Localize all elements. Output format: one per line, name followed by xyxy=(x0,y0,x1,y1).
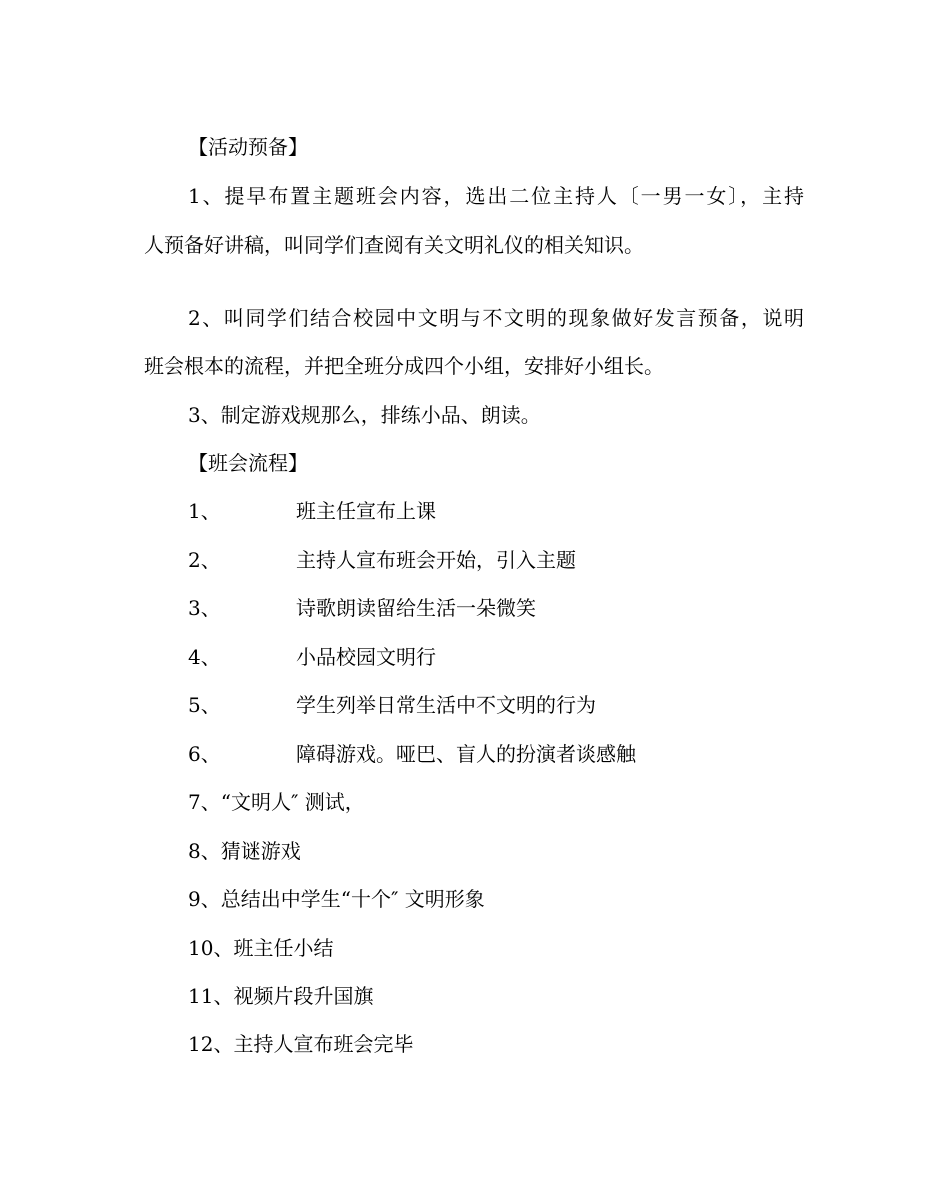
prep-item-3: 3、制定游戏规那么，排练小品、朗读。 xyxy=(188,403,541,427)
process-heading: 【班会流程】 xyxy=(188,451,308,475)
step-text: 小品校园文明行 xyxy=(296,645,436,669)
step-number: 2、 xyxy=(188,548,221,572)
step-text: 障碍游戏。哑巴、盲人的扮演者谈感触 xyxy=(296,742,636,766)
step-number: 4、 xyxy=(188,645,221,669)
step-number: 3、 xyxy=(188,596,221,620)
process-step: 11、视频片段升国旗 xyxy=(188,984,374,1008)
preparation-heading: 【活动预备】 xyxy=(188,135,308,159)
step-text: 班主任宣布上课 xyxy=(296,499,436,523)
prep-item-1-line-2: 人预备好讲稿，叫同学们查阅有关文明礼仪的相关知识。 xyxy=(144,233,644,257)
process-step: 12、主持人宣布班会完毕 xyxy=(188,1032,414,1056)
process-step: 10、班主任小结 xyxy=(188,936,334,960)
process-step: 9、总结出中学生“十个″ 文明形象 xyxy=(188,887,485,911)
process-step: 8、猜谜游戏 xyxy=(188,839,301,863)
prep-item-2-line-1: 2、叫同学们结合校园中文明与不文明的现象做好发言预备，说明 xyxy=(188,306,804,330)
prep-item-1-line-1: 1、提早布置主题班会内容，选出二位主持人〔一男一女〕，主持 xyxy=(188,184,804,208)
prep-item-2-line-2: 班会根本的流程，并把全班分成四个小组，安排好小组长。 xyxy=(144,354,664,378)
step-number: 6、 xyxy=(188,742,221,766)
process-step: 7、“文明人″ 测试， xyxy=(188,790,365,814)
step-text: 学生列举日常生活中不文明的行为 xyxy=(296,693,596,717)
step-text: 诗歌朗读留给生活一朵微笑 xyxy=(296,596,536,620)
step-number: 5、 xyxy=(188,693,221,717)
step-number: 1、 xyxy=(188,499,221,523)
step-text: 主持人宣布班会开始，引入主题 xyxy=(296,548,576,572)
